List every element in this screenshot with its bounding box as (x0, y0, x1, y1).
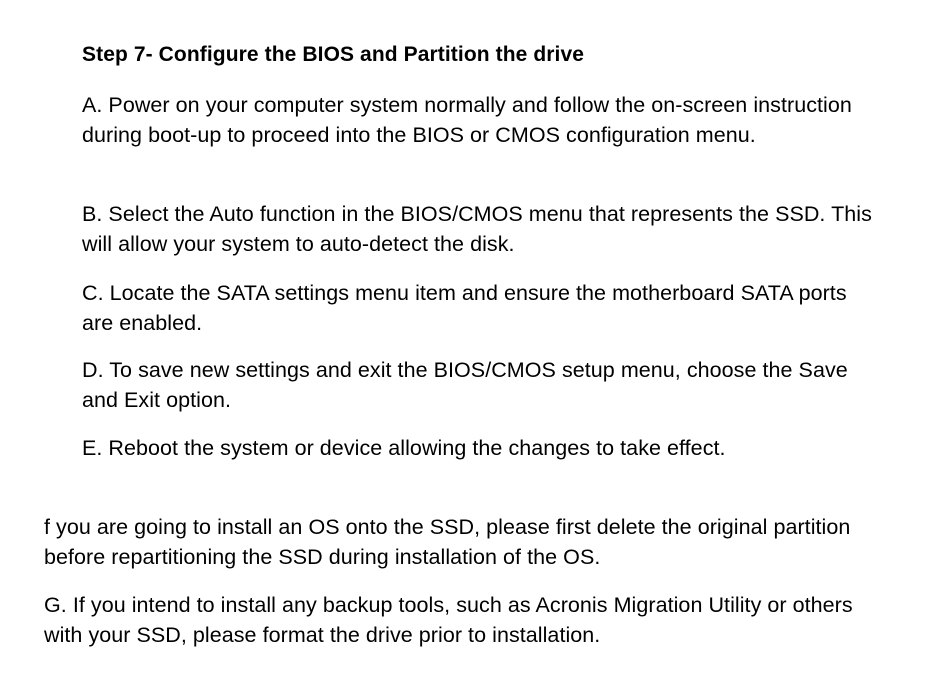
paragraph-step-e: E. Reboot the system or device allowing the changes to take effect. (82, 436, 726, 460)
paragraph-step-c: C. Locate the SATA settings menu item and ensure the motherboard SATA ports are enabled. (82, 281, 847, 335)
page-title: Step 7- Configure the BIOS and Partition the drive (82, 43, 585, 66)
paragraph-note-f: f you are going to install an OS onto the SSD, please first delete the original partition before repartitioning the SSD during installation of the OS. (44, 515, 851, 569)
paragraph-step-g: G. If you intend to install any backup tools, such as Acronis Migration Utility or others with your SSD, please format the drive prior to installation. (44, 593, 853, 647)
paragraph-step-a: A. Power on your computer system normally and follow the on-screen instruction during boot-up to proceed into the BIOS or CMOS configuration menu. (82, 93, 852, 147)
paragraph-step-d: D. To save new settings and exit the BIOS/CMOS setup menu, choose the Save and Exit option. (82, 358, 848, 412)
paragraph-step-b: B. Select the Auto function in the BIOS/CMOS menu that represents the SSD. This will allow your system to auto-detect the disk. (82, 202, 872, 256)
